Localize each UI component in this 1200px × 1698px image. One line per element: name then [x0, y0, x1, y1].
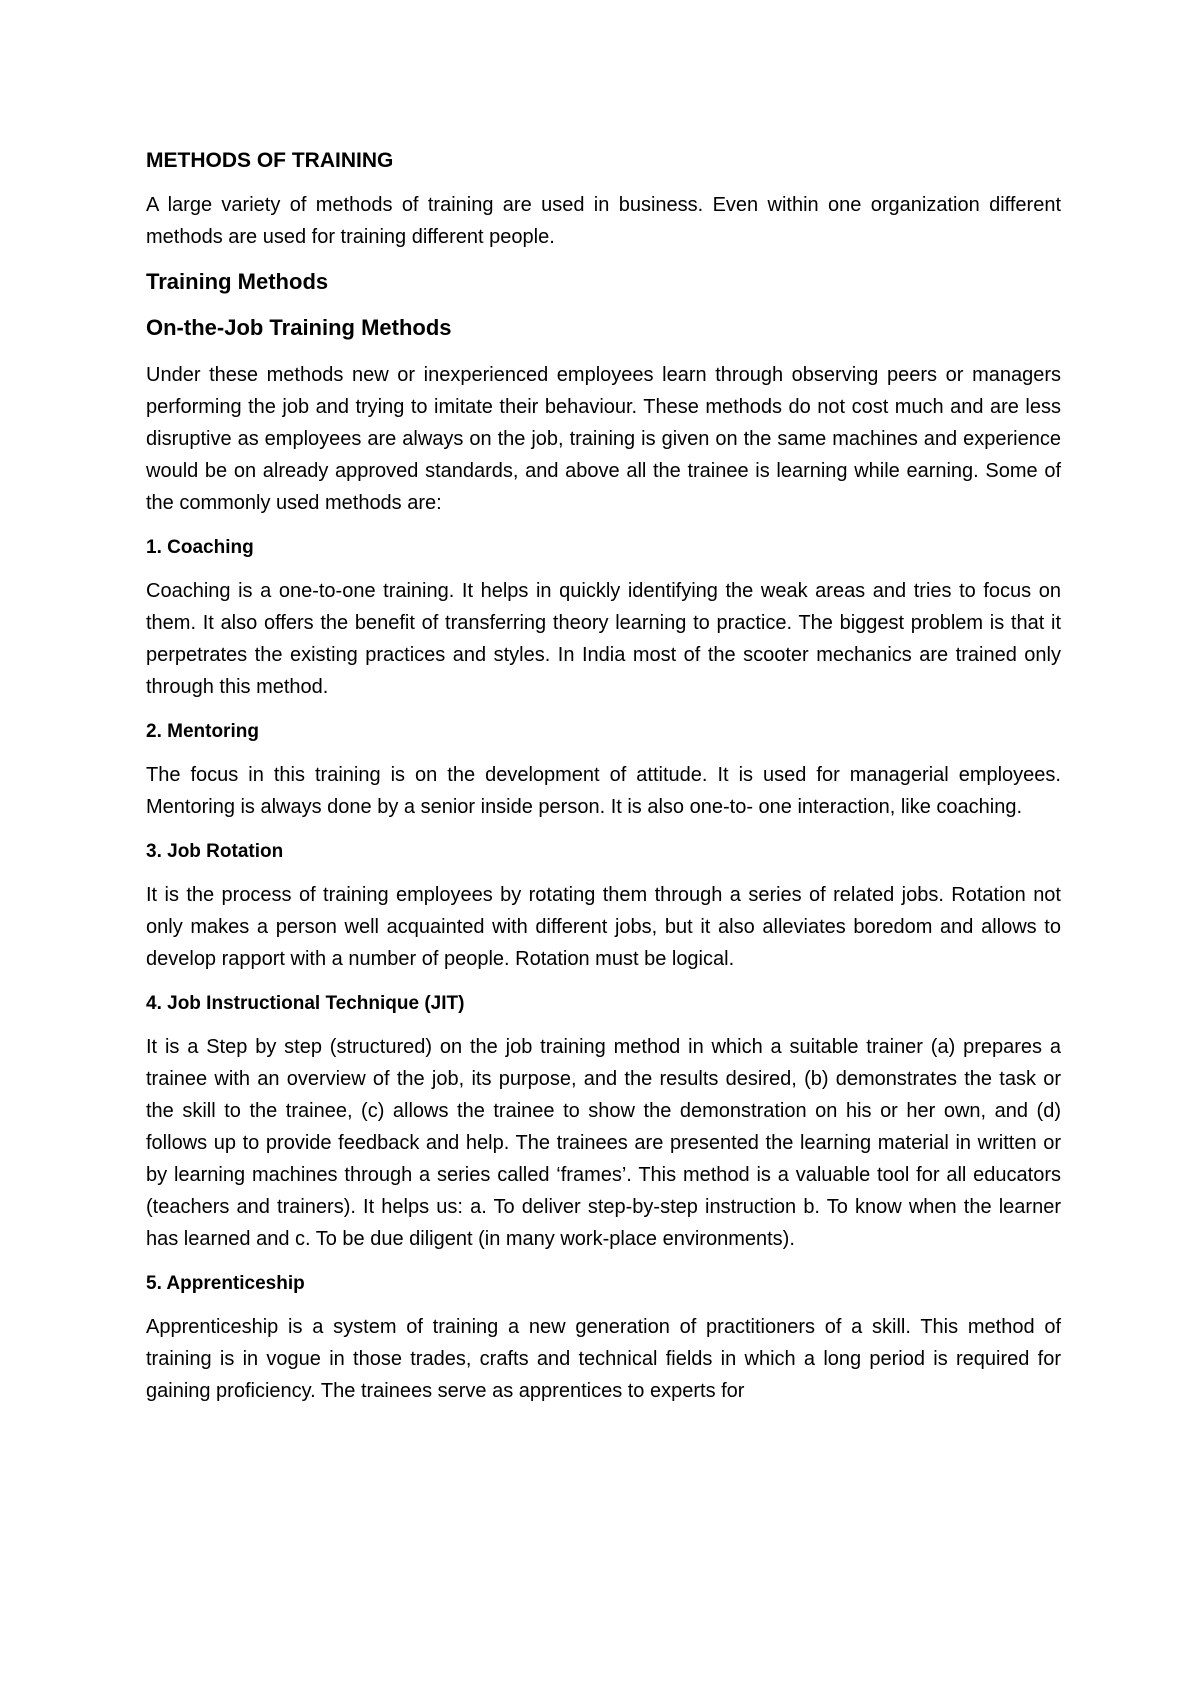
heading-training-methods: Training Methods — [146, 269, 329, 294]
document-page — [146, 146, 1061, 1421]
section-heading-jit: 4. Job Instructional Technique (JIT) — [146, 993, 465, 1014]
section-body-apprenticeship: Apprenticeship is a system of training a new generation of practitioners of a skill. This method of training is in vogue in those trades, crafts and technical fields in which a long period is required for gaining proficiency. The trainees serve as apprentices to experts for — [146, 1316, 1061, 1402]
section-heading-job-rotation: 3. Job Rotation — [146, 841, 284, 862]
section-heading-coaching: 1. Coaching — [146, 537, 254, 558]
section-body-jit: It is a Step by step (structured) on the job training method in which a suitable trainer (a) prepares a trainee with an overview of the job, its purpose, and the results desired, (b) demonstrates the task or the skill to the trainee, (c) allows the trainee to show the demonstration on his or her own, and (d) follows up to provide feedback and help. The trainees are presented the learning material in written or by learning machines through a series called ‘frames’. This method is a valuable tool for all educators (teachers and trainers). It helps us: a. To deliver step-by-step instruction b. To know when the learner has learned and c. To be due diligent (in many work-place environments). — [146, 1036, 1061, 1250]
section-body-coaching: Coaching is a one-to-one training. It helps in quickly identifying the weak areas and tries to focus on them. It also offers the benefit of transferring theory learning to practice. The biggest problem is that it perpetrates the existing practices and styles. In India most of the scooter mechanics are trained only through this method. — [146, 580, 1061, 698]
on-the-job-intro-paragraph: Under these methods new or inexperienced employees learn through observing peers or managers performing the job and trying to imitate their behaviour. These methods do not cost much and are less disruptive as employees are always on the job, training is given on the same machines and experience would be on already approved standards, and above all the trainee is learning while earning. Some of the commonly used methods are: — [146, 364, 1061, 514]
section-heading-apprenticeship: 5. Apprenticeship — [146, 1273, 305, 1294]
document-title: METHODS OF TRAINING — [146, 149, 394, 172]
heading-on-the-job-training-methods: On-the-Job Training Methods — [146, 315, 452, 340]
section-body-mentoring: The focus in this training is on the development of attitude. It is used for managerial employees. Mentoring is always done by a senior inside person. It is also one-to- one interaction, like coaching. — [146, 764, 1061, 818]
section-heading-mentoring: 2. Mentoring — [146, 721, 259, 742]
section-body-job-rotation: It is the process of training employees by rotating them through a series of related jobs. Rotation not only makes a person well acquainted with different jobs, but it also alleviates boredom and allows to develop rapport with a number of people. Rotation must be logical. — [146, 884, 1061, 970]
intro-paragraph: A large variety of methods of training are used in business. Even within one organization different methods are used for training different people. — [146, 194, 1061, 248]
